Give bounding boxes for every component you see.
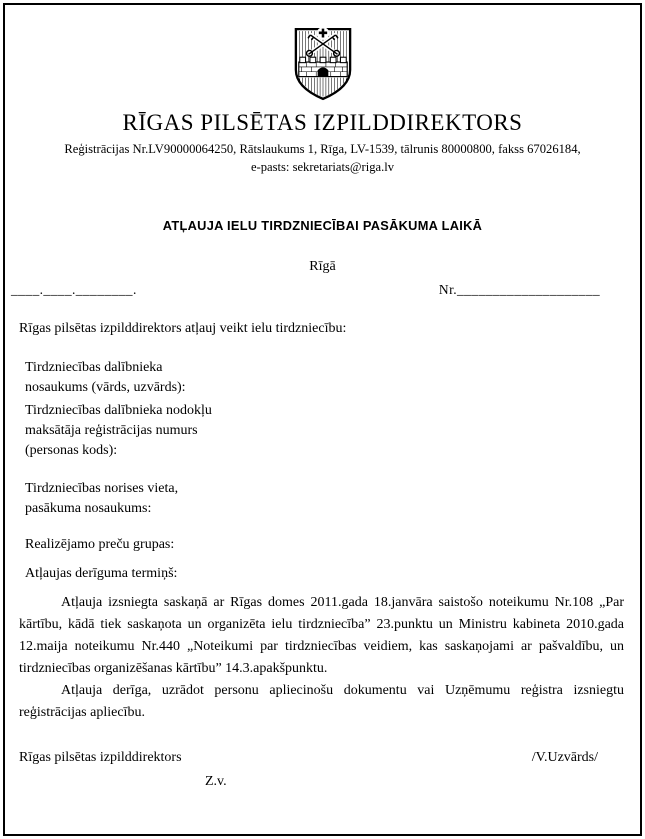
signature-row (19, 748, 598, 767)
field-label-line: Tirdzniecības dalībnieka (25, 360, 163, 375)
field-trade-location (25, 479, 624, 519)
contact-info-line-2: e-pasts: sekretariats@riga.lv (250, 159, 395, 174)
organization-name: RĪGAS PILSĒTAS IZPILDDIREKTORS (122, 110, 523, 135)
field-label-line: Atļaujas derīguma termiņš: (25, 566, 178, 581)
field-label-line: Tirdzniecības dalībnieka nodokļu (25, 403, 212, 418)
signature-title: Rīgas pilsētas izpilddirektors (19, 750, 182, 765)
place-line: Rīgā (309, 259, 336, 274)
validity-paragraph: Atļauja derīga, uzrādot personu apliecinošu dokumentu vai Uzņēmumu reģistra izsniegtu reģistrācijas apliecību. (19, 683, 624, 720)
intro-line: Rīgas pilsētas izpilddirektors atļauj veikt ielu tirdzniecību: (19, 321, 347, 336)
field-label-line: (personas kods): (25, 443, 118, 458)
field-label-line: Tirdzniecības norises vieta, (25, 481, 179, 496)
contact-info-line-1: Reģistrācijas Nr.LV90000064250, Rātslaukums 1, Rīga, LV-1539, tālrunis 80000800, fakss 67026184, (64, 142, 581, 156)
field-taxpayer-registration-number (25, 401, 624, 461)
field-label-line: maksātāja reģistrācijas numurs (25, 423, 198, 438)
field-label-line: nosaukums (vārds, uzvārds): (25, 380, 186, 395)
fields-section (25, 358, 624, 584)
date-number-row (11, 280, 600, 299)
document-title: ATĻAUJA IELU TIRDZNIECĪBAI PASĀKUMA LAIKĀ (162, 218, 483, 233)
seal-placeholder: Z.v. (205, 774, 227, 789)
field-label-line: pasākuma nosaukums: (25, 501, 152, 516)
field-trader-name (25, 358, 624, 398)
field-validity-term (25, 564, 624, 584)
legal-basis-paragraph: Atļauja izsniegta saskaņā ar Rīgas domes 2011.gada 18.janvāra saistošo noteikumu Nr.108 „Par kārtību, kādā tiek saskaņota un organizēta ielu tirdzniecība” 23.punktu un Ministru kabineta 2010.gada 12.maija noteikumu Nr.440 „Noteikumi par tirdzniecības veidiem, kas saskaņojami ar pašvaldību, un tirdzniecības organizēšanas kārtību” 14.3.apakšpunktu. (19, 595, 624, 676)
riga-coat-of-arms-icon (292, 25, 354, 103)
date-blank: ____.____.________. (11, 282, 137, 297)
signature-name: /V.Uzvārds/ (531, 750, 598, 765)
legal-text-section (19, 592, 624, 724)
field-goods-groups (25, 535, 624, 555)
contact-info (5, 141, 640, 176)
document-page (3, 3, 642, 836)
field-label-line: Realizējamo preču grupas: (25, 537, 175, 552)
number-blank: Nr.____________________ (438, 282, 600, 297)
